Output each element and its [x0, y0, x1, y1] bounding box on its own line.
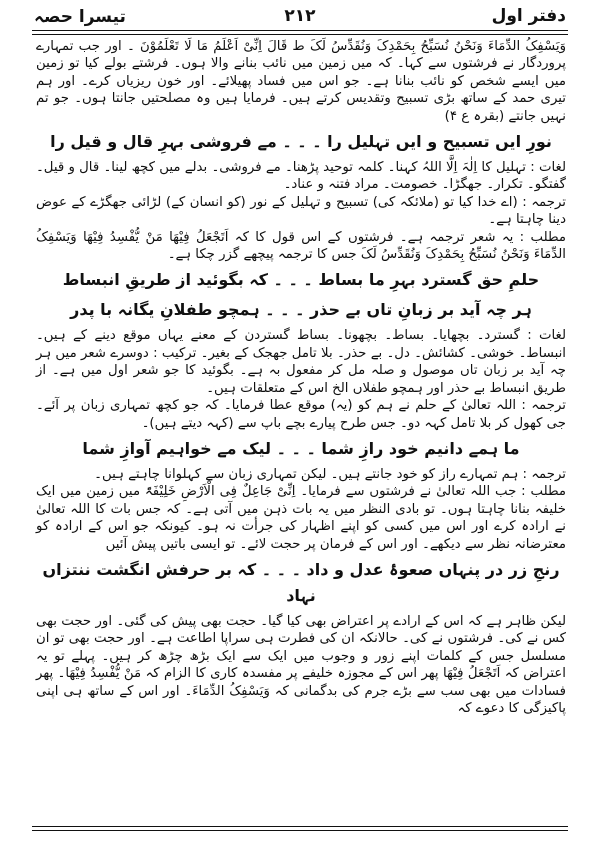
verse-line: رنجِ زر در پنہاں صعوۂ عدل و داد ۔ ۔ ۔ کہ بر حرفش انگشت ننتزاں نہاد — [42, 559, 560, 605]
footer-rule-inner — [32, 830, 568, 831]
section-title: دفتر اول — [491, 6, 566, 26]
verse-line: ما ہمے دانیم خود رازِ شما ۔ ۔ ۔ لیک مے خواہیم آوازِ شما — [82, 438, 520, 458]
page-header — [34, 6, 566, 28]
explanation-paragraph: مطلب : یہ شعر ترجمہ ہے۔ فرشتوں کے اس قول کا کہ اَتَجْعَلُ فِیْھَا مَنْ یُّفْسِدُ فِیْھَا وَیَسْفِکُ الدِّمَاءَ وَنَحْنُ نُسَبِّحُ بِحَمْدِکَ وَنُقَدِّسُ لَکَ جس کا ترجمہ پیچھے گزر چکا ہے۔ — [36, 229, 566, 263]
part-title: تیسرا حصہ — [34, 7, 126, 27]
footer-rule — [32, 826, 568, 827]
vocabulary-paragraph: لغات : گسترد۔ بچھایا۔ بساط۔ بچھونا۔ بساط گستردن کے معنے یہاں موقع دینے کے ہیں۔ انبساط۔ خوشی۔ کشائش۔ دل۔ بے حذر۔ بلا تامل جھجک کے بغیر۔ ترکیب : دوسرے شعر میں ہر چہ آید بر زبان تاں موصول و صلہ مل کر مفعول بہ ہے۔ بگوئید کا جو شعر اول میں ہے۔ از طریق انبساط بے حذر اور ہمچو طفلاں الخ اس کے متعلقات ہیں۔ — [36, 328, 566, 396]
translation-paragraph: ترجمہ : (اے خدا کیا تو (ملائکہ کی) تسبیح و تہلیل کے نور (کو انسان کے) لڑائی جھگڑے کے عوض دینا چاہتا ہے۔ — [36, 194, 566, 228]
header-rule-inner — [32, 34, 568, 35]
translation-paragraph: ترجمہ : ہم تمہارے راز کو خود جانتے ہیں۔ لیکن تمہاری زبان سے کہلوانا چاہتے ہیں۔ — [94, 466, 566, 482]
translation-paragraph: ترجمہ : اللہ تعالیٰ کے حلم نے ہم کو (یہ) موقع عطا فرمایا۔ کہ جو کچھ تمہاری زبان پر آئے۔ جی کھول کر بلا تامل کہہ دو۔ جس طرح پیارے بچے باپ سے (کہہ دیتے ہیں)۔ — [36, 398, 566, 431]
explanation-paragraph: مطلب : جب اللہ تعالیٰ نے فرشتوں سے فرمایا۔ اِنِّیْ جَاعِلٌ فِی الْاَرْضِ خَلِیْفَۃً میں زمین میں ایک خلیفہ بنانا چاہتا ہوں۔ تو بادی النظر میں یہ بات ذہن میں آتی ہے۔ کہ جس بات کا اللہ تعالیٰ نے ارادہ کرے اور اس میں کسی کو اپنے اظہار کی جرأت نہ ہو۔ کیونکہ جو اس کے ارادہ کو معترضانہ نظر سے دیکھے۔ اور اس کے فرمان پر حجت لائے۔ تو ایسی باتیں پیش آئیں — [36, 484, 566, 552]
vocabulary-paragraph: لغات : تہلیل کا اِلٰہَ اِلَّا اللہُ کہنا۔ کلمہ توحید پڑھنا۔ مے فروشی۔ بدلے میں کچھ لینا۔ قال و قیل۔ گفتگو۔ تکرار۔ جھگڑا۔ خصومت۔ مراد فتنہ و عناد۔ — [36, 160, 566, 193]
verse-line: نورِ ایں تسبیح و ایں تہلیل را ۔ ۔ ۔ مے فروشی بہرِ قال و قیل را — [50, 132, 552, 152]
page-body — [36, 38, 566, 823]
verse-line: حلمِ حق گسترد بہرِ ما بساط ۔ ۔ ۔ کہ بگوئید از طریقِ انبساط — [62, 270, 540, 290]
page-number: ۲۱۲ — [284, 6, 316, 26]
commentary-paragraph: لیکن ظاہر ہے کہ اس کے ارادے پر اعتراض بھی کیا گیا۔ حجت بھی پیش کی گئی۔ اور حجت بھی کس نے کی۔ فرشتوں نے کی۔ حالانکہ ان کی فطرت ہی سراپا اطاعت ہے۔ اور حجت بھی تو ان مسلسل جس کے کلمات اپنے زور و وجوب میں ایک سے ایک بڑھ چڑھ کر ہیں۔ پہلے تو یہ اعتراض کہ اَتَجْعَلُ فِیْھَا پھر اس کے مجوزہ خلیفے پر مفسدہ کاری کا الزام کہ مَنْ یُّفْسِدُ فِیْھَا۔ پھر فسادات میں بھی سب سے بڑے جرم کی بدگمانی کہ وَیَسْفِکُ الدِّمَاءَ۔ اور اس کے ساتھ ہی اپنی پاکیزگی کا دعوے کہ — [36, 613, 566, 716]
header-rule — [32, 30, 568, 31]
verse-line: ہر چہ آید بر زبانِ تاں بے حذر ۔ ۔ ۔ ہمچو طفلانِ یگانہ با پدر — [70, 300, 532, 320]
commentary-paragraph: وَیَسْفِکُ الدِّمَاءَ وَنَحْنُ نُسَبِّحُ بِحَمْدِکَ وَنُقَدِّسُ لَکَ ط قَالَ اِنِّیْ اَعْلَمُ مَا لَا تَعْلَمُوْنَ ۔ اور جب تمہارے پروردگار نے فرشتوں سے کہا۔ کہ میں زمین میں نائب بنانے والا ہوں۔ فرشتے بولے کیا تو زمین میں ایسے شخص کو نائب بنانا ہے۔ جو اس میں فساد پھیلائے۔ اور خون ریزیاں کرے۔ اور ہم تیری حمد کے ساتھ بڑی تسبیح وتقدیس کرتے ہیں۔ فرمایا ہیں وہ مصلحتیں جانتا ہوں۔ جو تم نہیں جانتے (بقرہ ع ۴) — [36, 39, 566, 124]
